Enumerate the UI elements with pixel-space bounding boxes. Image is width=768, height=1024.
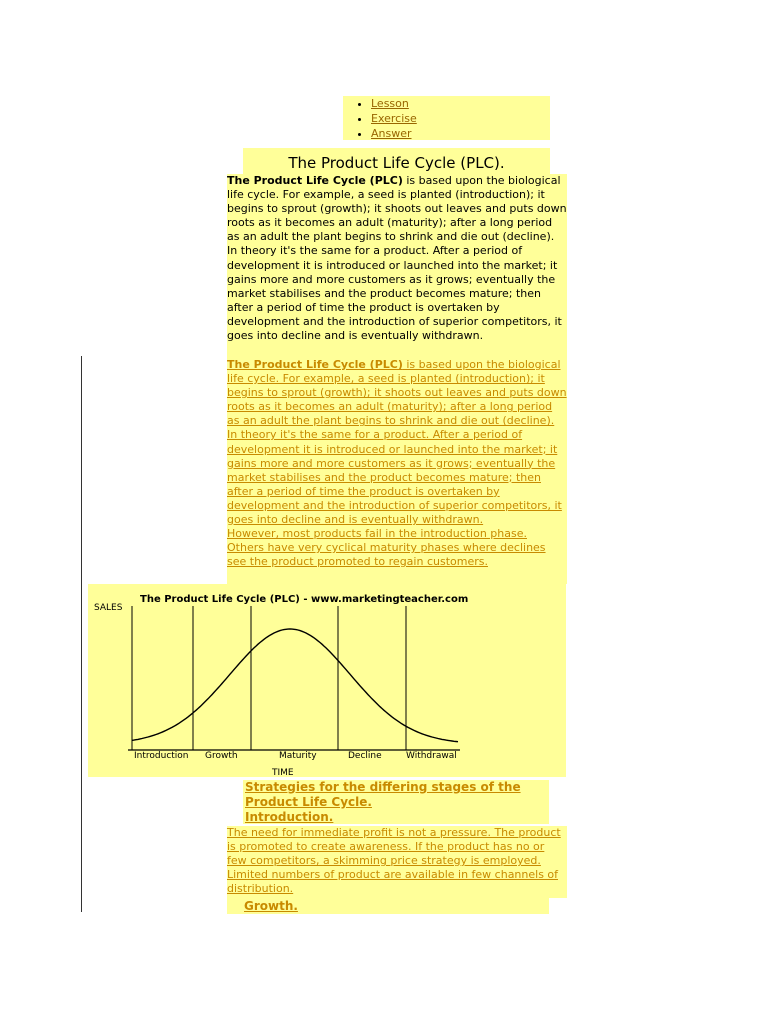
- nav-list: [343, 96, 550, 140]
- page-title: The Product Life Cycle (PLC).: [243, 148, 550, 174]
- plc-chart-svg: [88, 584, 566, 777]
- strategies-heading-text: Strategies for the differing stages of the Product Life Cycle.: [245, 780, 521, 809]
- stage-dividers: [132, 606, 406, 750]
- plc-chart: [88, 584, 566, 777]
- plc-term: The Product Life Cycle (PLC): [227, 174, 403, 187]
- introduction-paragraph: The need for immediate profit is not a pressure. The product is promoted to create awareness. If the product has no or few competitors, a skimming price strategy is employed. Limited numbers of product are available in few channels of distribution.: [227, 826, 567, 898]
- plc-text-1: is based upon the biological life cycle. For example, a seed is planted (introduction); it begins to sprout (growth); it shoots out leaves and puts down roots as it becomes an adult (maturity); after a long period as an adult the plant begins to shrink and die out (decline).: [227, 174, 567, 244]
- stage-label: Maturity: [279, 751, 317, 761]
- left-vertical-rule: [81, 356, 82, 912]
- exercise-link[interactable]: Exercise: [371, 112, 417, 125]
- chart-x-label: TIME: [272, 768, 294, 777]
- lesson-link[interactable]: Lesson: [371, 97, 409, 110]
- stage-label: Decline: [348, 751, 382, 761]
- nav-item-lesson: [371, 96, 550, 111]
- nav-item-answer: [371, 126, 550, 141]
- plc-term-repeat: The Product Life Cycle (PLC): [227, 358, 403, 371]
- stage-labels: [134, 751, 457, 761]
- plc-text-1-repeat: is based upon the biological life cycle. For example, a seed is planted (introduction); it begins to sprout (growth); it shoots out leaves and puts down roots as it becomes an adult (maturity); after a long period as an adult the plant begins to shrink and die out (decline).: [227, 358, 567, 428]
- stage-label: Introduction: [134, 751, 189, 761]
- plc-text-2: In theory it's the same for a product. After a period of development it is introduced or launched into the market; it gains more and more customers as it grows; eventually the market stabilises and the product becomes mature; then after a period of time the product is overtaken by development and the introduction of superior competitors, it goes into decline and is eventually withdrawn.: [227, 244, 562, 343]
- answer-link[interactable]: Answer: [371, 127, 412, 140]
- plc-text-2-repeat: In theory it's the same for a product. After a period of development it is introduced or launched into the market; it gains more and more customers as it grows; eventually the market stabilises and the product becomes mature; then after a period of time the product is overtaken by development and the introduction of superior competitors, it goes into decline and is eventually withdrawn.: [227, 428, 562, 527]
- plc-text-3: However, most products fail in the introduction phase. Others have very cyclical maturity phases where declines see the product promoted to regain customers.: [227, 527, 546, 569]
- nav-item-exercise: [371, 111, 550, 126]
- plc-repeated-paragraph: [227, 358, 567, 584]
- sales-curve: [132, 629, 458, 742]
- introduction-heading: Introduction.: [245, 810, 334, 824]
- stage-label: Growth: [205, 751, 238, 761]
- stage-label: Withdrawal: [406, 751, 457, 761]
- chart-y-label: SALES: [94, 603, 123, 613]
- strategies-heading: [243, 780, 549, 824]
- chart-title: The Product Life Cycle (PLC) - www.marketingteacher.com: [140, 594, 469, 605]
- growth-heading: Growth.: [227, 898, 549, 914]
- plc-intro-paragraph: [227, 174, 567, 358]
